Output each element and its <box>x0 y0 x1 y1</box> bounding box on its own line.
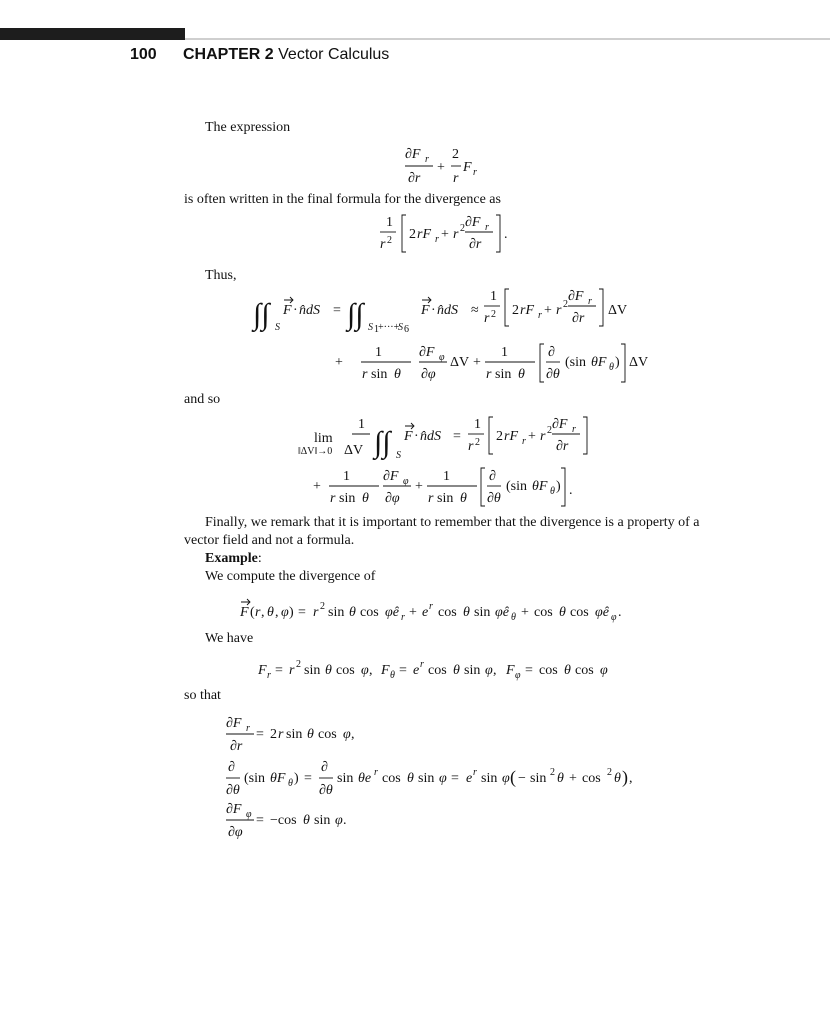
svg-text:−: − <box>518 771 526 786</box>
svg-text:r: r <box>522 436 526 447</box>
equation-divergence-formula <box>380 210 510 260</box>
equation-vector-field <box>240 596 660 624</box>
svg-text:∂r: ∂r <box>408 171 421 186</box>
svg-text:φ: φ <box>611 612 617 623</box>
equation-partial-fphi <box>226 798 386 842</box>
svg-text:F: F <box>283 303 292 318</box>
svg-text:rF: rF <box>520 303 534 318</box>
svg-text:φ: φ <box>485 663 493 678</box>
svg-text:θ: θ <box>557 771 564 786</box>
paragraph-so-that: so that <box>184 688 221 703</box>
svg-text:n̂dS: n̂dS <box>437 303 458 318</box>
svg-text:θ: θ <box>460 491 467 506</box>
svg-text:,: , <box>493 663 497 678</box>
svg-text:cos: cos <box>382 771 401 786</box>
svg-text:θ: θ <box>390 670 395 681</box>
svg-text:r: r <box>267 670 271 681</box>
running-header <box>130 46 389 64</box>
svg-text:θ: θ <box>511 612 516 623</box>
svg-text:r: r <box>484 311 490 326</box>
svg-text:cos: cos <box>428 663 447 678</box>
svg-text:r: r <box>588 296 592 307</box>
svg-text:θF: θF <box>591 355 607 370</box>
svg-text:r: r <box>473 767 477 778</box>
svg-text:φ: φ <box>403 476 409 487</box>
paragraph-we-have: We have <box>205 631 254 646</box>
svg-text:(: ( <box>250 605 255 620</box>
paragraph-finally: Finally, we remark that it is important to remember that the divergence is a property of a vector field and not a formula. <box>184 515 700 548</box>
svg-text:2: 2 <box>320 601 325 612</box>
svg-text:φê: φê <box>495 605 509 620</box>
svg-text:.: . <box>569 483 573 498</box>
paragraph-the-expression: The expression <box>205 120 291 135</box>
svg-text:): ) <box>289 605 294 620</box>
svg-text:∂F: ∂F <box>568 289 584 304</box>
svg-text:sin: sin <box>328 605 345 620</box>
svg-text:+: + <box>473 355 481 370</box>
svg-text:2: 2 <box>475 437 480 448</box>
svg-text:2: 2 <box>452 147 459 162</box>
svg-text:,: , <box>351 727 355 742</box>
svg-text:r: r <box>313 605 319 620</box>
svg-text:r: r <box>556 303 562 318</box>
svg-text:+: + <box>313 479 321 494</box>
svg-text:r: r <box>278 727 284 742</box>
svg-text:∫∫: ∫∫ <box>374 426 391 459</box>
svg-text:sin: sin <box>304 663 321 678</box>
svg-text:φ: φ <box>439 352 445 363</box>
svg-text:θ: θ <box>518 367 525 382</box>
svg-text:6: 6 <box>404 324 409 335</box>
svg-text:θ: θ <box>453 663 460 678</box>
svg-text:n̂dS: n̂dS <box>299 303 320 318</box>
svg-text:r: r <box>362 367 368 382</box>
svg-text:1: 1 <box>490 289 497 304</box>
example-label: Example <box>205 551 258 566</box>
svg-text:lim: lim <box>314 431 333 446</box>
svg-text:θ: θ <box>307 727 314 742</box>
svg-text:sin: sin <box>337 771 354 786</box>
svg-text:=: = <box>304 771 312 786</box>
paragraph-thus: Thus, <box>205 268 237 283</box>
svg-text:r: r <box>468 439 474 454</box>
svg-text:F: F <box>506 663 515 678</box>
svg-text:F: F <box>381 663 390 678</box>
svg-text:r: r <box>428 491 434 506</box>
svg-text:sin: sin <box>286 727 303 742</box>
svg-text:F: F <box>421 303 430 318</box>
svg-text:1: 1 <box>474 417 481 432</box>
svg-text:θ: θ <box>325 663 332 678</box>
paragraph-we-compute: We compute the divergence of <box>205 569 376 584</box>
svg-text:·: · <box>414 429 419 444</box>
svg-text:φê: φê <box>385 605 399 620</box>
svg-text:∂φ: ∂φ <box>228 825 243 840</box>
svg-text:φê: φê <box>595 605 609 620</box>
svg-text:cos: cos <box>336 663 355 678</box>
svg-text:∂F: ∂F <box>552 417 568 432</box>
svg-text:e: e <box>422 605 429 620</box>
svg-text:r: r <box>429 601 433 612</box>
svg-text:2: 2 <box>387 235 392 246</box>
svg-text:.: . <box>618 605 622 620</box>
svg-text:r: r <box>453 171 459 186</box>
svg-text:+: + <box>409 605 417 620</box>
svg-text:1: 1 <box>443 469 450 484</box>
svg-text:∂: ∂ <box>321 760 328 775</box>
svg-text:,: , <box>629 771 633 786</box>
svg-text:r: r <box>255 605 261 620</box>
svg-text:+: + <box>521 605 529 620</box>
svg-text:+: + <box>528 429 536 444</box>
svg-text:cos: cos <box>360 605 379 620</box>
svg-text:rF: rF <box>417 227 431 242</box>
equation-expression <box>405 142 485 188</box>
svg-text:∫∫: ∫∫ <box>253 298 270 331</box>
svg-text:(sin: (sin <box>565 355 586 370</box>
svg-text:=: = <box>275 663 283 678</box>
svg-text:1: 1 <box>375 345 382 360</box>
svg-text:∂F: ∂F <box>226 716 242 731</box>
svg-text:r: r <box>572 424 576 435</box>
svg-text:=: = <box>525 663 533 678</box>
svg-text:r: r <box>420 659 424 670</box>
svg-text:∂θ: ∂θ <box>226 783 240 798</box>
svg-text:=: = <box>256 813 264 828</box>
svg-text:cos: cos <box>570 605 589 620</box>
svg-text:φ: φ <box>335 813 343 828</box>
svg-text:=: = <box>399 663 407 678</box>
svg-text:S: S <box>398 322 403 333</box>
svg-text:∂F: ∂F <box>226 802 242 817</box>
svg-text:+···+: +···+ <box>378 322 400 333</box>
svg-text:r: r <box>380 237 386 252</box>
svg-text:φ: φ <box>502 771 510 786</box>
svg-text:r: r <box>246 723 250 734</box>
svg-text:1: 1 <box>358 417 365 432</box>
svg-text:2: 2 <box>563 299 568 310</box>
paragraph-often-written: is often written in the final formula for the divergence as <box>184 192 501 207</box>
header-bar-dark <box>0 28 185 40</box>
svg-text:r: r <box>425 154 429 165</box>
svg-text:∂F: ∂F <box>419 345 435 360</box>
svg-text:sin: sin <box>530 771 547 786</box>
svg-text:θ: θ <box>564 663 571 678</box>
svg-text:‖ΔV‖→0: ‖ΔV‖→0 <box>298 446 333 457</box>
svg-text:φ: φ <box>343 727 351 742</box>
svg-text:θ: θ <box>288 778 293 789</box>
equation-flux-approx-cont <box>335 340 649 386</box>
svg-text:θ: θ <box>362 491 369 506</box>
svg-text:cos: cos <box>539 663 558 678</box>
equation-flux-approx <box>253 284 633 336</box>
svg-text:F: F <box>240 605 249 620</box>
svg-text:1: 1 <box>374 324 379 335</box>
svg-text:(: ( <box>510 767 516 787</box>
svg-text:(sin: (sin <box>244 771 265 786</box>
svg-text:): ) <box>556 479 561 494</box>
svg-text:2: 2 <box>547 425 552 436</box>
svg-text:∂F: ∂F <box>465 215 481 230</box>
svg-text:(sin: (sin <box>506 479 527 494</box>
chapter-title: Vector Calculus <box>278 46 390 63</box>
svg-text:ΔV: ΔV <box>450 355 470 370</box>
svg-text:∂F: ∂F <box>405 147 421 162</box>
svg-text:sin: sin <box>339 491 356 506</box>
example-heading <box>205 550 262 568</box>
svg-text:r: r <box>538 310 542 321</box>
svg-text:): ) <box>622 767 628 787</box>
svg-text:2: 2 <box>409 227 416 242</box>
svg-text:1: 1 <box>386 215 393 230</box>
svg-text:n̂dS: n̂dS <box>420 429 441 444</box>
chapter-label: CHAPTER 2 <box>183 46 274 63</box>
svg-text:∂r: ∂r <box>469 237 482 252</box>
svg-text:): ) <box>615 355 620 370</box>
equation-partial-fr <box>226 712 386 754</box>
svg-text:r: r <box>485 222 489 233</box>
equation-components <box>258 656 658 684</box>
svg-text:cos: cos <box>438 605 457 620</box>
svg-text:θF: θF <box>270 771 286 786</box>
svg-text:+: + <box>569 771 577 786</box>
svg-text:2: 2 <box>270 727 277 742</box>
svg-text:∂r: ∂r <box>572 311 585 326</box>
svg-text:θ: θ <box>614 771 621 786</box>
svg-text:∂r: ∂r <box>556 439 569 454</box>
svg-text:2: 2 <box>512 303 519 318</box>
svg-text:2: 2 <box>496 429 503 444</box>
svg-text:S: S <box>396 450 401 461</box>
svg-text:∂F: ∂F <box>383 469 399 484</box>
svg-text:=: = <box>256 727 264 742</box>
svg-text:−cos: −cos <box>270 813 297 828</box>
svg-text:r: r <box>401 612 405 623</box>
svg-text:1: 1 <box>501 345 508 360</box>
svg-text:r: r <box>453 227 459 242</box>
svg-text:sin: sin <box>437 491 454 506</box>
svg-text:θ: θ <box>407 771 414 786</box>
svg-text:,: , <box>369 663 373 678</box>
svg-text:∂θ: ∂θ <box>487 491 501 506</box>
svg-text:θe: θe <box>358 771 372 786</box>
svg-text:1: 1 <box>343 469 350 484</box>
svg-text:r: r <box>289 663 295 678</box>
svg-text:θ: θ <box>609 362 614 373</box>
svg-text:φ: φ <box>515 670 521 681</box>
svg-text:sin: sin <box>495 367 512 382</box>
svg-text:sin: sin <box>418 771 435 786</box>
svg-text:+: + <box>335 355 343 370</box>
page-number: 100 <box>130 46 157 63</box>
equation-limit-divergence <box>298 412 598 464</box>
svg-text:sin: sin <box>314 813 331 828</box>
svg-text:e: e <box>466 771 473 786</box>
svg-text:2: 2 <box>296 659 301 670</box>
svg-text:2: 2 <box>550 767 555 778</box>
svg-text:θ: θ <box>463 605 470 620</box>
svg-text:φ: φ <box>246 809 252 820</box>
svg-text:·: · <box>431 303 436 318</box>
svg-text:cos: cos <box>534 605 553 620</box>
svg-text:θ: θ <box>303 813 310 828</box>
example-colon: : <box>257 551 262 566</box>
svg-text:+: + <box>441 227 449 242</box>
svg-text:φ: φ <box>361 663 369 678</box>
svg-text:θ: θ <box>267 605 274 620</box>
svg-text:.: . <box>343 813 347 828</box>
svg-text:=: = <box>298 605 306 620</box>
svg-text:φ: φ <box>439 771 447 786</box>
svg-text:∂: ∂ <box>228 760 235 775</box>
svg-text:+: + <box>415 479 423 494</box>
svg-text:θ: θ <box>550 486 555 497</box>
svg-text:θ: θ <box>349 605 356 620</box>
svg-text:ΔV: ΔV <box>608 303 628 318</box>
svg-text:cos: cos <box>582 771 601 786</box>
svg-text:·: · <box>293 303 298 318</box>
svg-text:∂θ: ∂θ <box>546 367 560 382</box>
svg-text:r: r <box>330 491 336 506</box>
svg-text:r: r <box>435 234 439 245</box>
paragraph-and-so: and so <box>184 392 221 407</box>
svg-text:S: S <box>368 322 373 333</box>
svg-text:∂θ: ∂θ <box>319 783 333 798</box>
svg-text:,: , <box>275 605 279 620</box>
svg-text:+: + <box>544 303 552 318</box>
svg-text:rF: rF <box>504 429 518 444</box>
header-rule <box>185 38 830 40</box>
svg-text:φ: φ <box>600 663 608 678</box>
svg-text:F: F <box>258 663 267 678</box>
svg-text:θ: θ <box>559 605 566 620</box>
svg-text:r: r <box>374 767 378 778</box>
equation-limit-divergence-cont <box>313 464 573 510</box>
svg-text:cos: cos <box>318 727 337 742</box>
svg-text:2: 2 <box>607 767 612 778</box>
svg-text:∂: ∂ <box>489 469 496 484</box>
svg-text:+: + <box>437 160 445 175</box>
svg-text:sin: sin <box>481 771 498 786</box>
svg-text:F: F <box>463 160 472 175</box>
svg-text:2: 2 <box>491 309 496 320</box>
svg-text:F: F <box>404 429 413 444</box>
svg-text:e: e <box>413 663 420 678</box>
svg-text:sin: sin <box>464 663 481 678</box>
svg-text:=: = <box>451 771 459 786</box>
svg-text:∫∫: ∫∫ <box>347 298 364 331</box>
svg-text:sin: sin <box>474 605 491 620</box>
svg-text:≈: ≈ <box>471 303 479 318</box>
svg-text:sin: sin <box>371 367 388 382</box>
svg-text:∂φ: ∂φ <box>385 491 400 506</box>
svg-text:∂r: ∂r <box>230 739 243 754</box>
svg-text:r: r <box>473 167 477 178</box>
svg-text:cos: cos <box>575 663 594 678</box>
svg-text:S: S <box>275 322 280 333</box>
svg-text:∂: ∂ <box>548 345 555 360</box>
svg-text:∂φ: ∂φ <box>421 367 436 382</box>
equation-partial-ftheta <box>226 756 676 798</box>
svg-text:ΔV: ΔV <box>344 443 364 458</box>
svg-text:,: , <box>261 605 265 620</box>
svg-text:r: r <box>486 367 492 382</box>
svg-text:φ: φ <box>281 605 289 620</box>
svg-text:θ: θ <box>394 367 401 382</box>
svg-text:r: r <box>540 429 546 444</box>
svg-text:=: = <box>333 303 341 318</box>
svg-text:θF: θF <box>532 479 548 494</box>
svg-text:): ) <box>294 771 299 786</box>
svg-text:=: = <box>453 429 461 444</box>
svg-text:2: 2 <box>460 223 465 234</box>
svg-text:ΔV: ΔV <box>629 355 649 370</box>
svg-text:.: . <box>504 227 508 242</box>
